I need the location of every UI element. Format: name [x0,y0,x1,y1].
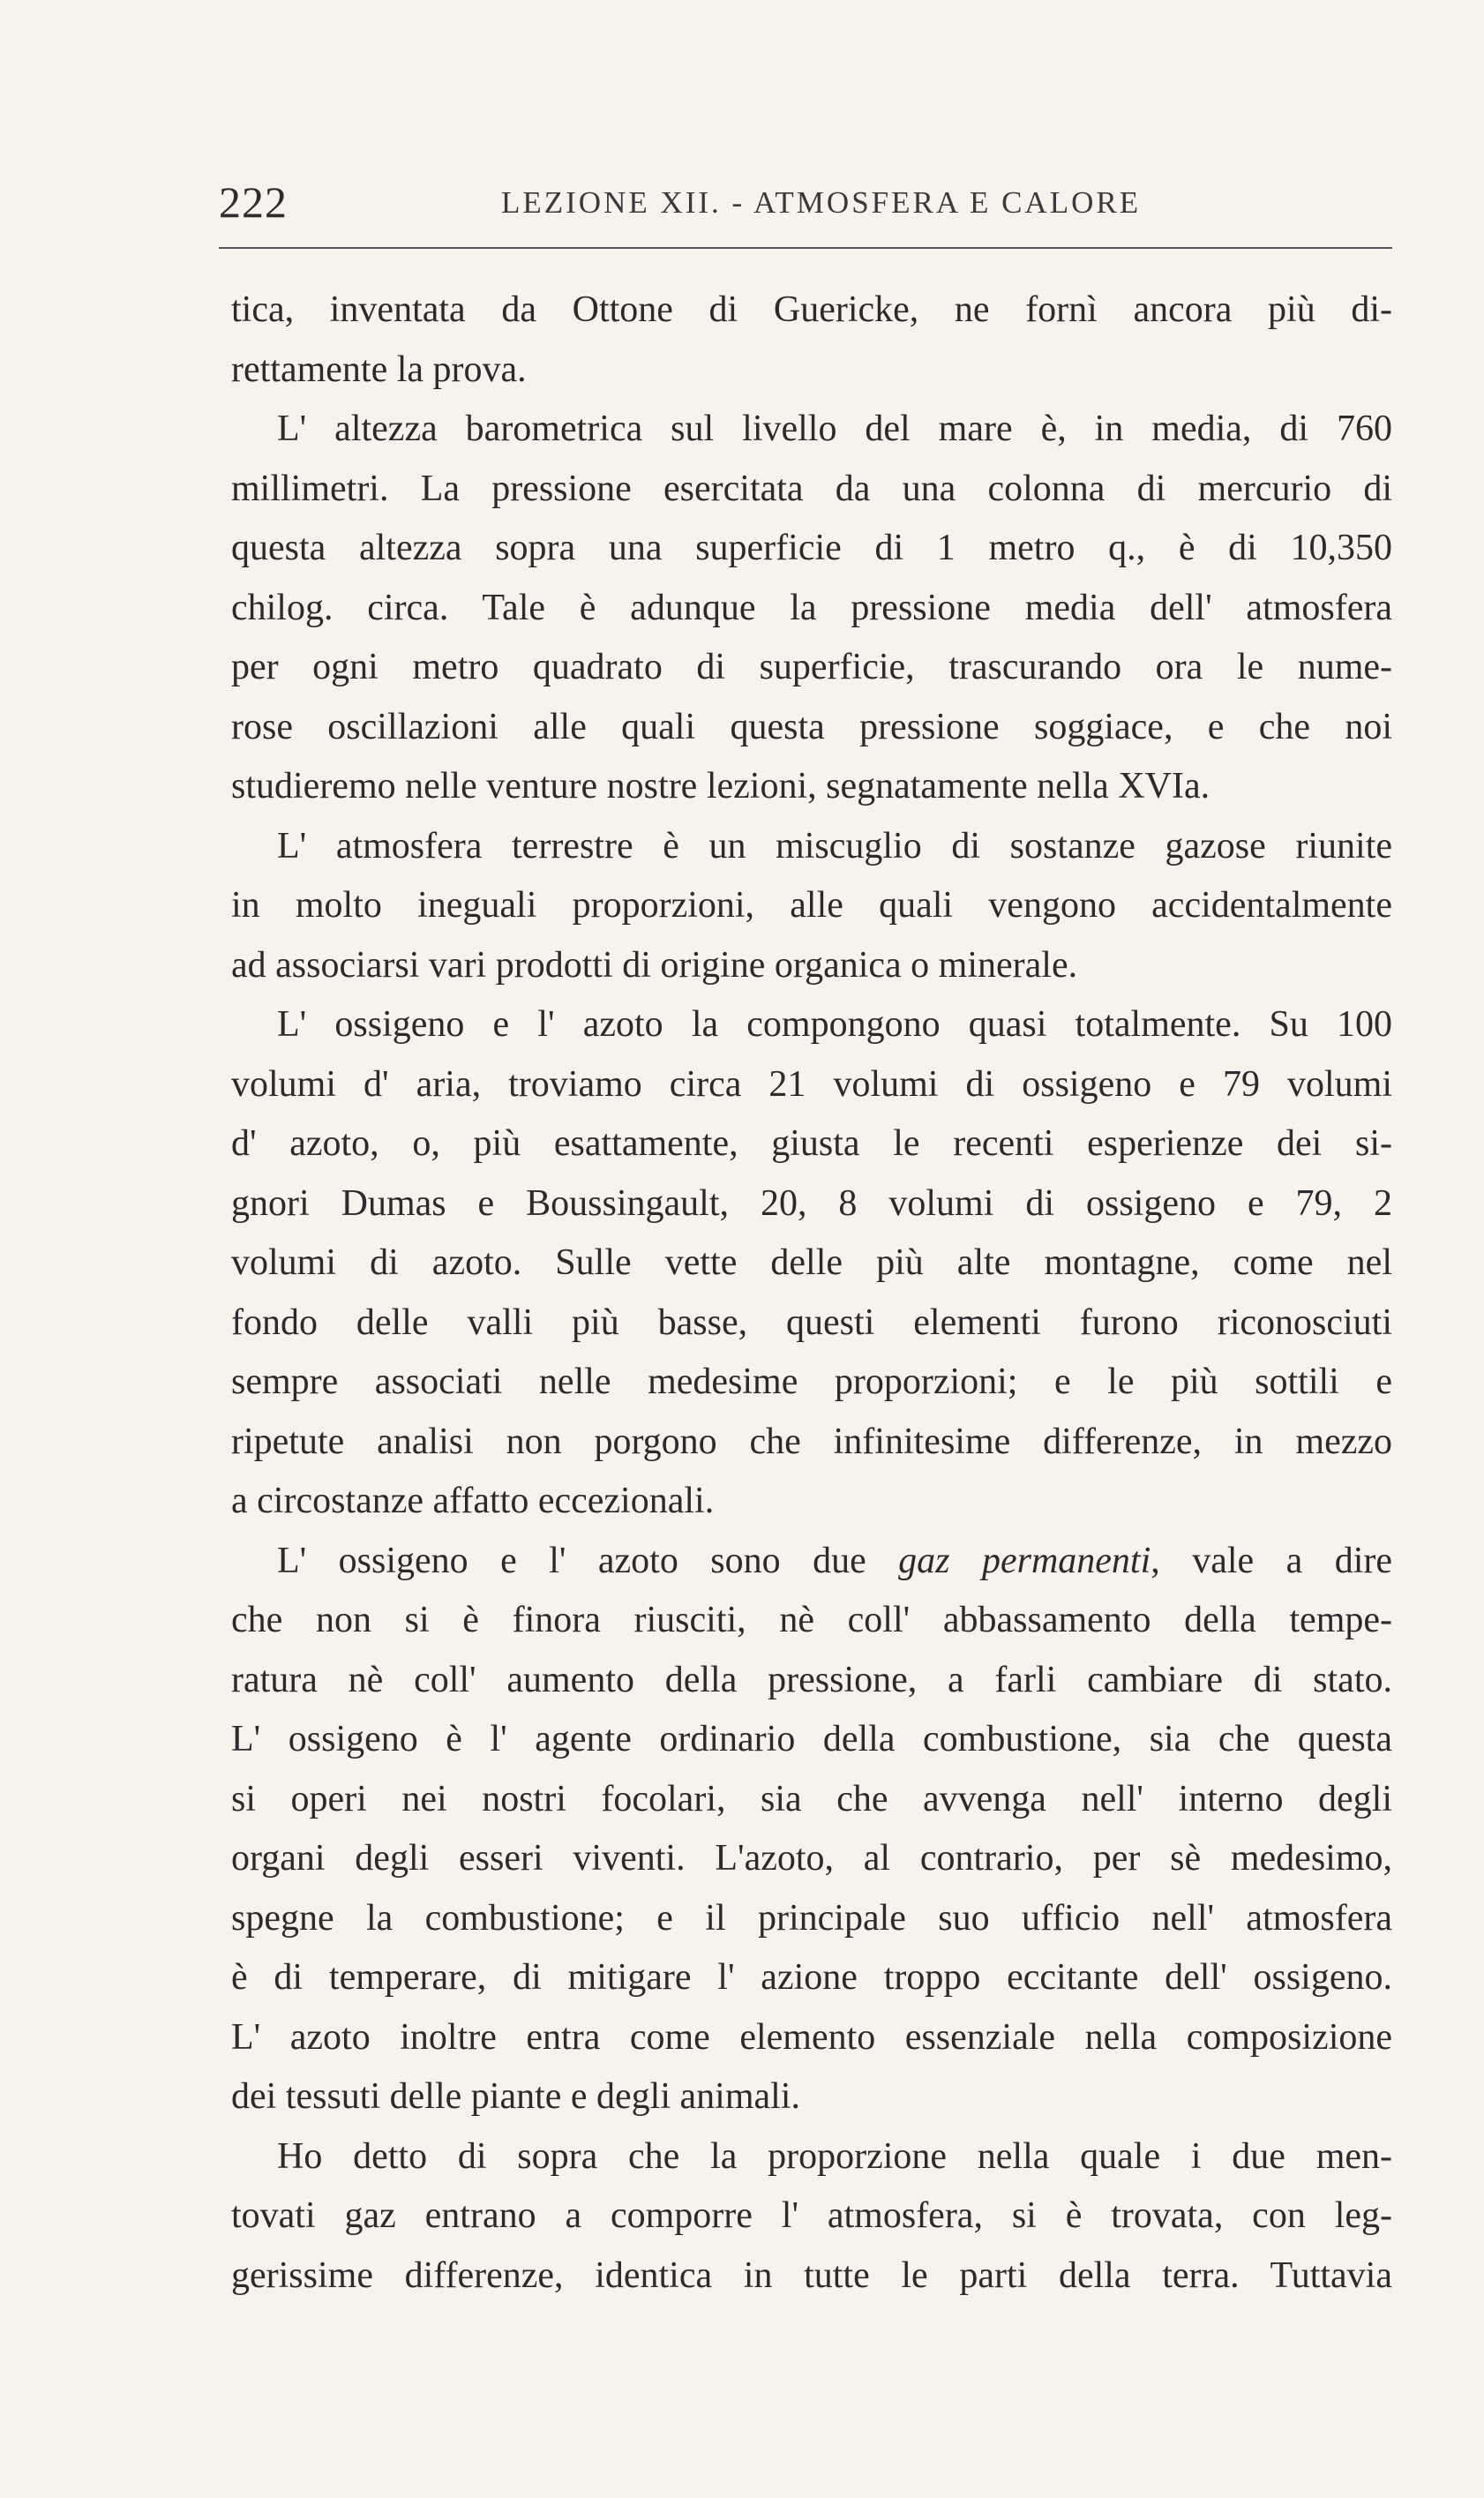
text-line: sempre associati nelle medesime proporzioni; e le più sottili e [231,1362,1392,1402]
text-line: L' altezza barometrica sul livello del mare è, in media, di 760 [277,409,1392,449]
italic-term: gaz permanenti [898,1540,1151,1581]
header-rule [219,247,1392,249]
text-line: è di temperare, di mitigare l' azione troppo eccitante dell' ossigeno. [231,1957,1392,1998]
text-line: fondo delle valli più basse, questi elementi furono riconosciuti [231,1302,1392,1343]
text-line: tica, inventata da Ottone di Guericke, ne fornì ancora più di- [231,289,1392,330]
text-line: gerissime differenze, identica in tutte le parti della terra. Tuttavia [231,2254,1392,2296]
text-line: millimetri. La pressione esercitata da una colonna di mercurio di [231,468,1392,509]
text-line: questa altezza sopra una superficie di 1 metro q., è di 10,350 [231,528,1392,568]
text-run: L' ossigeno e l' azoto sono due [277,1540,899,1581]
text-line-with-italic [231,1532,1392,1592]
text-line: dei tessuti delle piante e degli animali. [231,2076,800,2117]
page-number: 222 [219,177,288,227]
text-line: L' azoto inoltre entra come elemento essenziale nella composizione [231,2016,1392,2058]
text-line: L' ossigeno e l' azoto la compongono quasi totalmente. Su 100 [277,1004,1392,1045]
text-line: ripetute analisi non porgono che infinitesime differenze, in mezzo [231,1421,1392,1462]
text-line: che non si è finora riusciti, nè coll' abbassamento della tempe- [231,1600,1392,1640]
text-line: organi degli esseri viventi. L'azoto, al contrario, per sè medesimo, [231,1838,1392,1879]
text-line: rettamente la prova. [231,349,527,390]
text-line: tovati gaz entrano a comporre l' atmosfera, si è trovata, con leg- [231,2195,1392,2236]
text-line: d' azoto, o, più esattamente, giusta le recenti esperienze dei si- [231,1123,1392,1164]
text-line: ad associarsi vari prodotti di origine organica o minerale. [231,944,1078,986]
text-line: volumi di azoto. Sulle vette delle più alte montagne, come nel [231,1242,1392,1283]
page-header [219,176,1392,238]
text-line: per ogni metro quadrato di superficie, trascurando ora le nume- [231,647,1392,687]
text-line: ratura nè coll' aumento della pressione, a farli cambiare di stato. [231,1659,1392,1700]
text-line: L' atmosfera terrestre è un miscuglio di sostanze gazose riunite [277,825,1392,866]
text-line: L' ossigeno è l' agente ordinario della combustione, sia che questa [231,1719,1392,1759]
text-line: a circostanze affatto eccezionali. [231,1481,715,1521]
text-line: Ho detto di sopra che la proporzione nella quale i due men- [277,2135,1392,2177]
running-head: LEZIONE XII. - ATMOSFERA E CALORE [501,185,1142,220]
text-line: in molto ineguali proporzioni, alle quali vengono accidentalmente [231,885,1392,926]
text-line: gnori Dumas e Boussingault, 20, 8 volumi di ossigeno e 79, 2 [231,1182,1392,1224]
text-line: si operi nei nostri focolari, sia che avvenga nell' interno degli [231,1778,1392,1819]
text-run: , vale a dire [1150,1540,1392,1581]
text-line: rose oscillazioni alle quali questa pressione soggiace, e che noi [231,706,1392,747]
body-text [231,281,1392,2306]
text-line: studieremo nelle venture nostre lezioni, segnatamente nella XVIa. [231,766,1210,806]
text-line: spegne la combustione; e il principale suo ufficio nell' atmosfera [231,1897,1392,1939]
text-line: chilog. circa. Tale è adunque la pressione media dell' atmosfera [231,587,1392,628]
text-line: volumi d' aria, troviamo circa 21 volumi di ossigeno e 79 volumi [231,1063,1392,1105]
